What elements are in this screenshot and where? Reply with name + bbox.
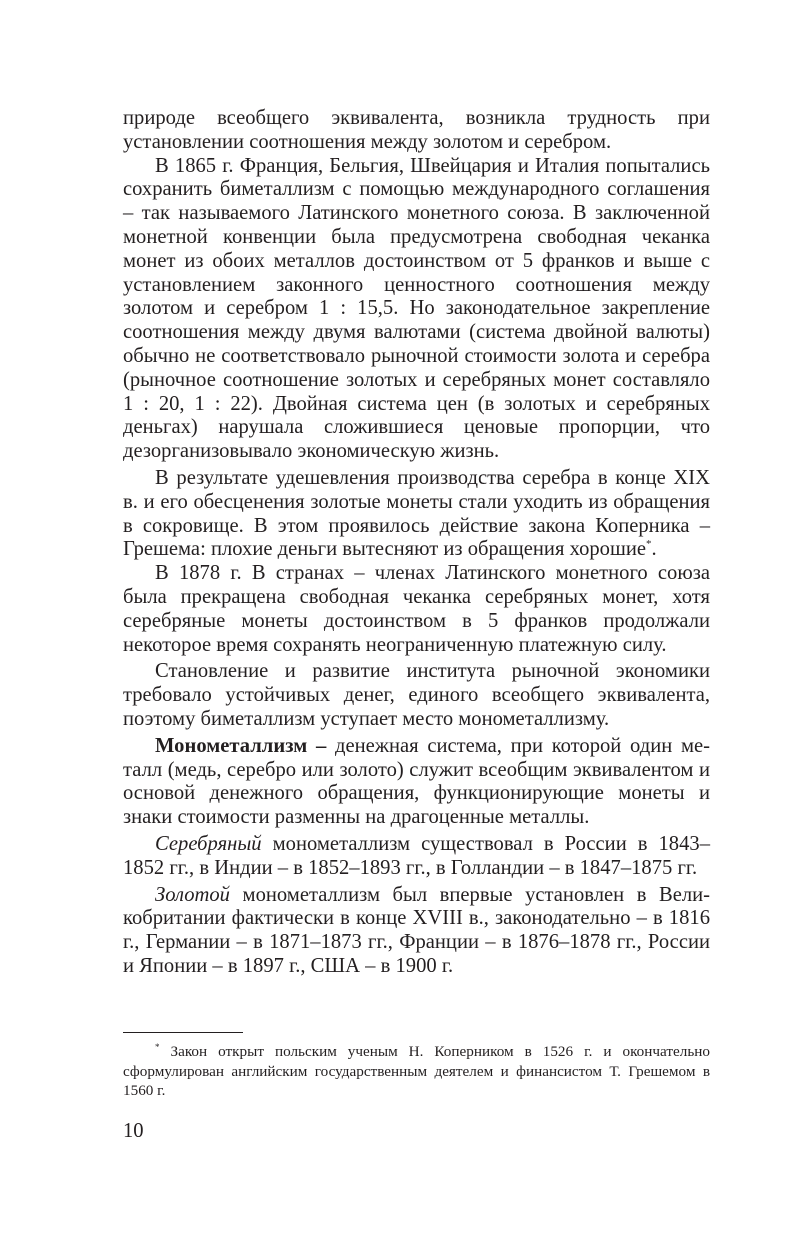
paragraph-silver-monometallism (123, 833, 710, 881)
paragraph-text: монометаллизм был впервые установлен в Великобритании фактически в конце XVIII в., законодательно – в 1816 г., Германии – в 1871–1873 гг., Франции – в 1876–1878 гг., России и Японии – в 1897 г., США – в 1900 г. (123, 883, 710, 977)
paragraph-monometallism-definition (123, 735, 710, 830)
footnote-text: Закон открыт польским ученым Н. Коперником в 1526 г. и окончательно сформулирован английским государственным деятелем и финансистом Т. Грешемом в 1560 г. (123, 1043, 710, 1099)
italic-term: Золотой (155, 883, 230, 906)
footnote (123, 1042, 710, 1101)
main-text (123, 107, 710, 979)
paragraph-text: денежная система, при которой один металл (медь, серебро или золото) служит всеобщим эквивалентом и основой денежного обращения, функционирующие монеты и знаки стоимости разменны на драгоценные металлы. (123, 734, 710, 829)
paragraph-text: монометаллизм существовал в России в 1843–1852 гг., в Индии – в 1852–1893 гг., в Голландии – в 1847–1875 гг. (123, 832, 710, 879)
paragraph-text: В результате удешевления производства серебра в конце XIX в. и его обесценения золотые монеты стали уходить из обращения в сокровище. В этом проявилось действие закона Коперника – Грешема: плохие деньги вытесняют из обращения хорошие (123, 466, 710, 561)
footnote-divider (123, 1032, 243, 1033)
paragraph-1878 (123, 562, 710, 657)
paragraph-gresham-law (123, 467, 710, 562)
italic-term: Серебряный (155, 832, 262, 855)
footnote-reference: * (646, 538, 652, 551)
footnote-mark: * (155, 1042, 160, 1052)
paragraph-latin-union (123, 155, 710, 464)
paragraph-continuation (123, 107, 710, 155)
paragraph-gold-monometallism (123, 884, 710, 979)
paragraph-text: природе всеобщего эквивалента, возникла трудность при установлении соотношения между золотом и серебром. (123, 107, 710, 153)
page-number: 10 (123, 1120, 144, 1142)
paragraph-text: Становление и развитие института рыночной экономики требовало устойчивых денег, единого всеобщего эквивалента, поэтому биметаллизм уступает место монометаллизму. (123, 660, 710, 730)
page-body (123, 107, 710, 979)
paragraph-text-end: . (651, 538, 657, 561)
bold-term: Монометаллизм – (155, 734, 327, 757)
paragraph-text: В 1865 г. Франция, Бельгия, Швейцария и Италия попытались сохранить биметаллизм с помощью международного соглашения – так называемого Латинского монетного союза. В заключенной монетной конвенции была предусмотрена свободная чеканка монет из обоих металлов достоинством от 5 франков и выше с установлением законного ценностного соотношения между золотом и серебром 1 : 15,5. Но законодательное закрепление соотношения между двумя валютами (система двойной валюты) обычно не соответствовало рыночной стоимости золота и серебра (рыночное соотношение золотых и серебряных монет составляло 1 : 20, 1 : 22). Двойная система цен (в золотых и серебряных деньгах) нарушала сложившиеся ценовые пропорции, что дезорганизовывало экономическую жизнь. (123, 154, 710, 463)
paragraph-market-economy (123, 660, 710, 731)
paragraph-text: В 1878 г. В странах – членах Латинского монетного союза была прекращена свободная чеканка серебряных монет, хотя серебряные монеты достоинством в 5 франков продолжали некоторое время сохранять неограниченную платежную силу. (123, 562, 710, 656)
